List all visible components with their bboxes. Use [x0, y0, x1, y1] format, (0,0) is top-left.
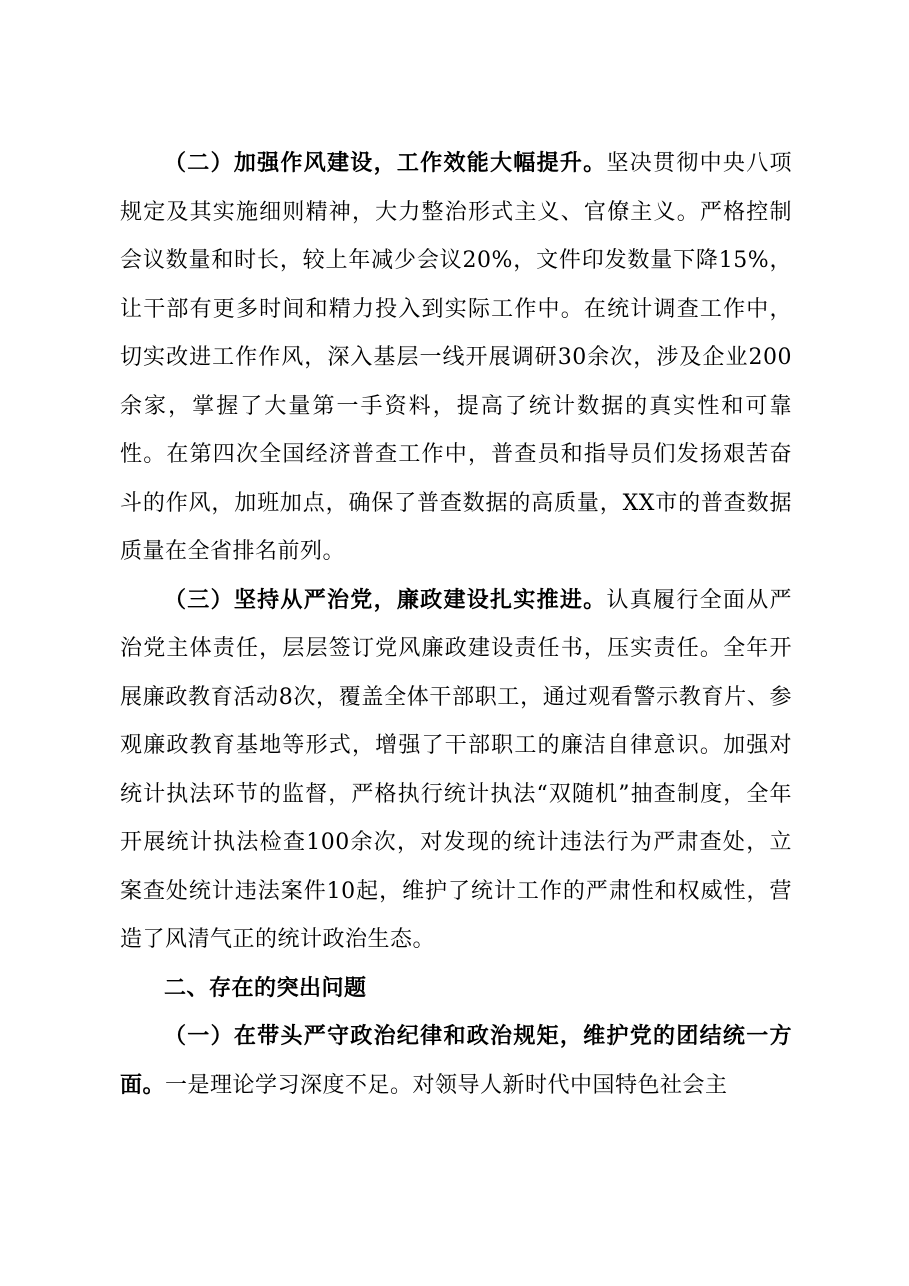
paragraph-work-style [120, 140, 792, 577]
paragraph-lead: （三）坚持从严治党，廉政建设扎实推进。 [164, 587, 607, 613]
paragraph-text: 一是理论学习深度不足。对领导人新时代中国特色社会主 [165, 1072, 728, 1098]
paragraph-lead: （二）加强作风建设，工作效能大幅提升。 [164, 151, 607, 176]
paragraph-party-discipline [120, 577, 792, 965]
section-heading: 二、存在的突出问题 [164, 975, 367, 1001]
paragraph-text: 坚决贯彻中央八项规定及其实施细则精神，大力整治形式主义、官僚主义。严格控制会议数量和时长，较上年减少会议20%，文件印发数量下降15%，让干部有更多时间和精力投入到实际工作中。在统计调查工作中，切实改进工作作风，深入基层一线开展调研30余次，涉及企业200余家，掌握了大量第一手资料，提高了统计数据的真实性和可靠性。在第四次全国经济普查工作中，普查员和指导员们发扬艰苦奋斗的作风，加班加点，确保了普查数据的高质量，XX市的普查数据质量在全省排名前列。 [120, 151, 792, 564]
document-body [120, 140, 792, 1110]
paragraph-lead: （一）在带头严守政治纪律和政治规矩，维护党的团结统一方面。 [120, 1024, 792, 1098]
paragraph-political-discipline [120, 1013, 792, 1110]
paragraph-text: 认真履行全面从严治党主体责任，层层签订党风廉政建设责任书，压实责任。全年开展廉政教育活动8次，覆盖全体干部职工，通过观看警示教育片、参观廉政教育基地等形式，增强了干部职工的廉洁自律意识。加强对统计执法环节的监督，严格执行统计执法“双随机”抽查制度，全年开展统计执法检查100余次，对发现的统计违法行为严肃查处，立案查处统计违法案件10起，维护了统计工作的严肃性和权威性，营造了风清气正的统计政治生态。 [120, 587, 792, 952]
